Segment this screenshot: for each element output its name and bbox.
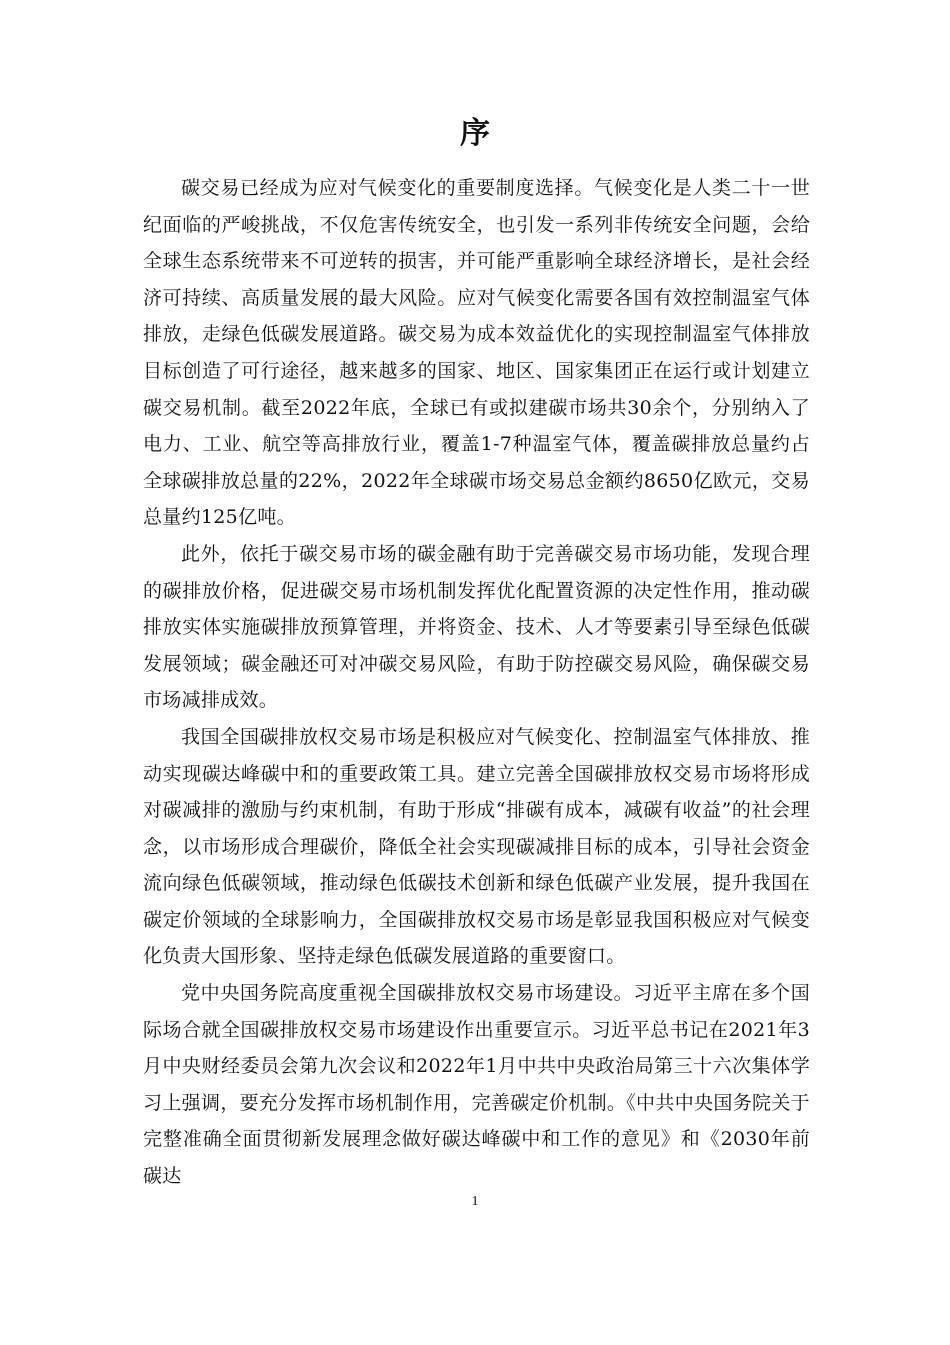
body-text [143,170,810,1195]
paragraph-1: 碳交易已经成为应对气候变化的重要制度选择。气候变化是人类二十一世纪面临的严峻挑战，不仅危害传统安全，也引发一系列非传统安全问题，会给全球生态系统带来不可逆转的损害，并可能严重影响全球经济增长，是社会经济可持续、高质量发展的最大风险。应对气候变化需要各国有效控制温室气体排放，走绿色低碳发展道路。碳交易为成本效益优化的实现控制温室气体排放目标创造了可行途径，越来越多的国家、地区、国家集团正在运行或计划建立碳交易机制。截至2022年底，全球已有或拟建碳市场共30余个，分别纳入了电力、工业、航空等高排放行业，覆盖1-7种温室气体，覆盖碳排放总量约占全球碳排放总量的22%，2022年全球碳市场交易总金额约8650亿欧元，交易总量约125亿吨。 [143,177,810,529]
page-number: 1 [471,1194,479,1209]
page-title: 序 [460,116,490,151]
paragraph-3: 我国全国碳排放权交易市场是积极应对气候变化、控制温室气体排放、推动实现碳达峰碳中和的重要政策工具。建立完善全国碳排放权交易市场将形成对碳减排的激励与约束机制，有助于形成“排碳有成本，减碳有收益”的社会理念，以市场形成合理碳价，降低全社会实现碳减排目标的成本，引导社会资金流向绿色低碳领域，推动绿色低碳技术创新和绿色低碳产业发展，提升我国在碳定价领域的全球影响力，全国碳排放权交易市场是彰显我国积极应对气候变化负责大国形象、坚持走绿色低碳发展道路的重要窗口。 [143,725,810,968]
paragraph-2: 此外，依托于碳交易市场的碳金融有助于完善碳交易市场功能，发现合理的碳排放价格，促进碳交易市场机制发挥优化配置资源的决定性作用，推动碳排放实体实施碳排放预算管理，并将资金、技术、人才等要素引导至绿色低碳发展领域；碳金融还可对冲碳交易风险，有助于防控碳交易风险，确保碳交易市场减排成效。 [143,542,810,712]
paragraph-4: 党中央国务院高度重视全国碳排放权交易市场建设。习近平主席在多个国际场合就全国碳排放权交易市场建设作出重要宣示。习近平总书记在2021年3月中央财经委员会第九次会议和2022年1月中共中央政治局第三十六次集体学习上强调，要充分发挥市场机制作用，完善碳定价机制。《中共中央国务院关于完整准确全面贯彻新发展理念做好碳达峰碳中和工作的意见》和《2030年前碳达 [143,982,810,1188]
